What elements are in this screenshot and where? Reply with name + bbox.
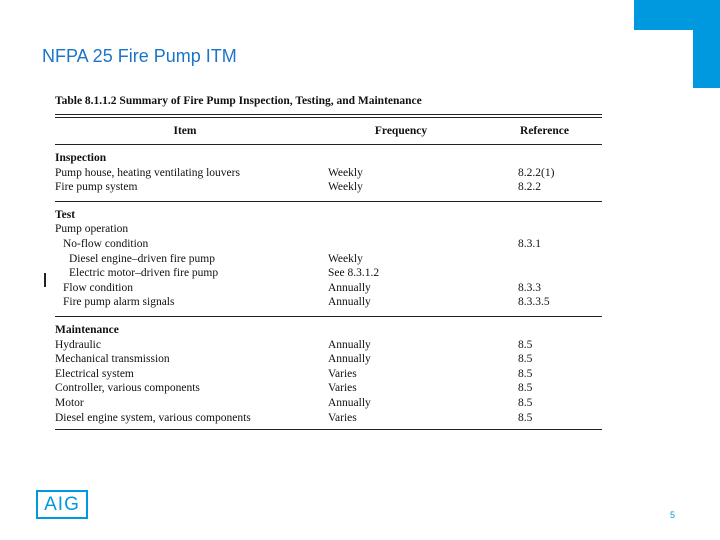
itm-summary-table bbox=[55, 94, 602, 430]
table-row bbox=[55, 222, 602, 237]
row-reference: 8.5 bbox=[518, 411, 533, 424]
section-inspection-heading bbox=[55, 151, 602, 166]
row-frequency: Varies bbox=[328, 382, 357, 395]
row-frequency: Annually bbox=[328, 338, 371, 351]
row-reference: 8.5 bbox=[518, 353, 533, 366]
row-item: Diesel engine–driven fire pump bbox=[69, 252, 215, 265]
header-frequency: Frequency bbox=[374, 125, 428, 137]
table-row bbox=[55, 411, 602, 426]
table-row bbox=[55, 381, 602, 396]
table-row bbox=[55, 396, 602, 411]
text-cursor bbox=[44, 273, 46, 287]
row-frequency: Annually bbox=[328, 396, 371, 409]
table-row bbox=[55, 180, 602, 195]
row-frequency: Weekly bbox=[328, 252, 363, 265]
accent-square-bottom bbox=[693, 30, 720, 88]
row-item: Pump operation bbox=[55, 223, 129, 236]
row-item: Controller, various components bbox=[55, 382, 200, 395]
slide-title: NFPA 25 Fire Pump ITM bbox=[42, 46, 237, 66]
row-reference: 8.2.2 bbox=[518, 181, 541, 194]
row-item: Flow condition bbox=[63, 281, 133, 294]
section-heading-label: Maintenance bbox=[55, 323, 119, 336]
row-frequency: Varies bbox=[328, 411, 357, 424]
row-frequency: Annually bbox=[328, 281, 371, 294]
table-row bbox=[55, 338, 602, 353]
row-item: Hydraulic bbox=[55, 338, 101, 351]
row-reference: 8.5 bbox=[518, 396, 533, 409]
section-maintenance-heading bbox=[55, 323, 602, 338]
row-item: Pump house, heating ventilating louvers bbox=[55, 166, 240, 179]
table-row bbox=[55, 352, 602, 367]
table-row bbox=[55, 266, 602, 281]
table-row bbox=[55, 166, 602, 181]
row-frequency: Weekly bbox=[328, 181, 363, 194]
row-item: Fire pump alarm signals bbox=[63, 296, 175, 309]
table-row bbox=[55, 237, 602, 252]
row-reference bbox=[518, 266, 602, 281]
table-row bbox=[55, 252, 602, 267]
row-item: Electric motor–driven fire pump bbox=[69, 267, 219, 280]
row-item: Diesel engine system, various components bbox=[55, 411, 251, 424]
row-reference: 8.5 bbox=[518, 382, 533, 395]
header-reference: Reference bbox=[520, 125, 569, 137]
accent-square-top bbox=[634, 0, 720, 30]
row-reference: 8.3.3 bbox=[518, 281, 541, 294]
row-frequency: See 8.3.1.2 bbox=[328, 267, 380, 280]
aig-logo: AIG bbox=[36, 490, 88, 519]
row-frequency: Annually bbox=[328, 353, 371, 366]
row-reference: 8.3.3.5 bbox=[518, 296, 550, 309]
row-item: Motor bbox=[55, 396, 84, 409]
table-row bbox=[55, 281, 602, 296]
row-item: Mechanical transmission bbox=[55, 353, 170, 366]
table-bottom-rule bbox=[55, 429, 602, 430]
table-header-row bbox=[55, 118, 602, 144]
section-heading-label: Test bbox=[55, 208, 76, 221]
header-item: Item bbox=[173, 125, 197, 137]
row-frequency bbox=[328, 222, 518, 237]
row-reference: 8.5 bbox=[518, 367, 533, 380]
table-row bbox=[55, 295, 602, 310]
row-reference: 8.5 bbox=[518, 338, 533, 351]
row-frequency: Weekly bbox=[328, 166, 363, 179]
table-row bbox=[55, 367, 602, 382]
page-number: 5 bbox=[670, 510, 676, 520]
section-test-heading bbox=[55, 208, 602, 223]
row-reference bbox=[518, 252, 602, 267]
row-reference bbox=[518, 222, 602, 237]
row-frequency: Varies bbox=[328, 367, 357, 380]
row-reference: 8.2.2(1) bbox=[518, 166, 555, 179]
row-item: No-flow condition bbox=[63, 237, 149, 250]
row-reference: 8.3.1 bbox=[518, 237, 541, 250]
row-item: Fire pump system bbox=[55, 181, 138, 194]
row-item: Electrical system bbox=[55, 367, 134, 380]
section-heading-label: Inspection bbox=[55, 152, 107, 164]
row-frequency bbox=[328, 237, 518, 252]
row-frequency: Annually bbox=[328, 296, 371, 309]
table-caption: Table 8.1.1.2 Summary of Fire Pump Inspection, Testing, and Maintenance bbox=[55, 95, 422, 107]
